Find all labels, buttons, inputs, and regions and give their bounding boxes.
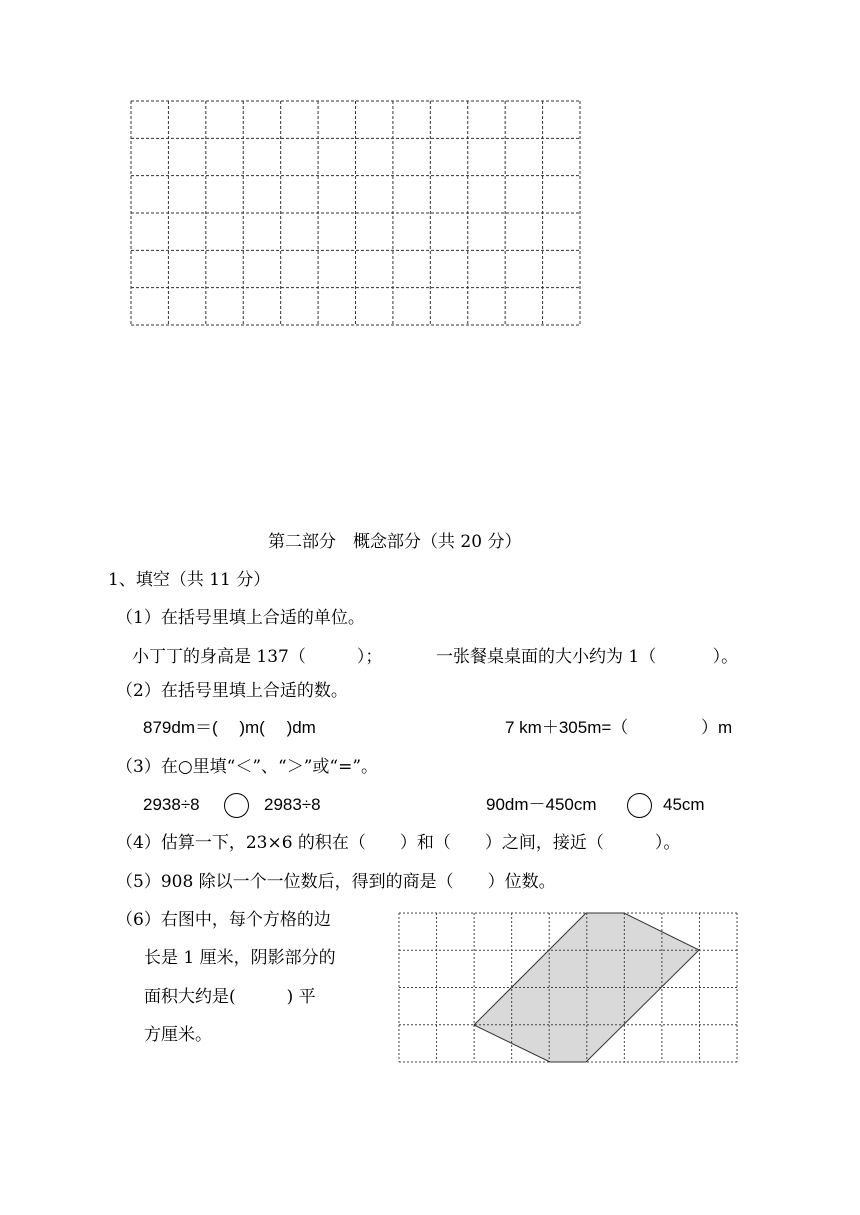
item-6-line-2: 长是 1 厘米，阴影部分的 xyxy=(144,948,336,968)
item-2-part-a: 879dm＝( )m( )dm xyxy=(143,718,316,737)
item-2-prompt: （2）在括号里填上合适的数。 xyxy=(116,681,348,701)
shaded-hexagon xyxy=(474,913,699,1062)
hexagon-outline xyxy=(474,913,699,1062)
compare-circle-b[interactable] xyxy=(627,793,652,818)
question-1-heading: 1、填空（共 11 分） xyxy=(108,570,271,590)
item-6-line-3: 面积大约是( ) 平 xyxy=(144,987,316,1007)
item-6-line-1: （6）右图中，每个方格的边 xyxy=(116,910,331,930)
item-3-b-right: 45cm xyxy=(663,795,705,814)
item-4: （4）估算一下，23×6 的积在（ ）和（ ）之间，接近（ ）。 xyxy=(116,833,681,853)
item-3-a-left: 2938÷8 xyxy=(143,795,200,814)
item-3-a-right: 2983÷8 xyxy=(264,795,321,814)
item-3-b-left: 90dm－450cm xyxy=(486,795,597,814)
compare-circle-a[interactable] xyxy=(224,793,249,818)
item-5: （5）908 除以一个一位数后，得到的商是（ ）位数。 xyxy=(116,872,556,892)
item-3-prompt: （3）在○里填“＜”、“＞”或“=”。 xyxy=(116,757,379,777)
item-1-prompt: （1）在括号里填上合适的单位。 xyxy=(116,608,365,628)
item-6-line-4: 方厘米。 xyxy=(144,1025,212,1045)
section-title: 第二部分 概念部分（共 20 分） xyxy=(268,532,522,552)
item-2-part-b: 7 km＋305m=（ ）m xyxy=(505,718,733,737)
writing-grid xyxy=(0,0,860,340)
item-1-part-b: 一张餐桌桌面的大小约为 1（ ）。 xyxy=(436,647,739,667)
item-1-part-a: 小丁丁的身高是 137（ ）； xyxy=(132,647,383,667)
